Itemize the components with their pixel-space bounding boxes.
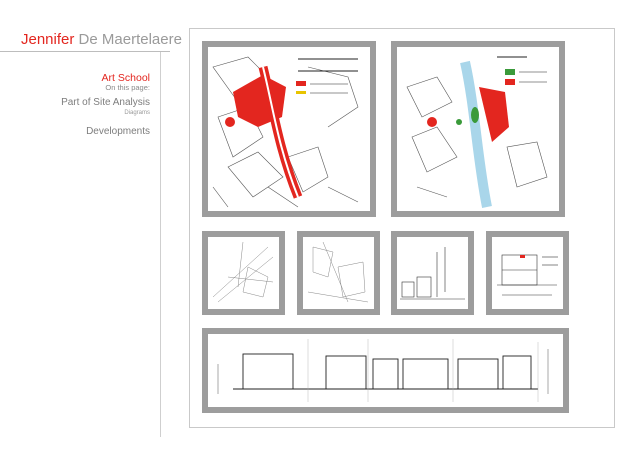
thumbnail-site-plan-red[interactable] <box>202 41 376 217</box>
long-section-sketch <box>208 334 563 407</box>
site-plan-sketch-2 <box>397 47 559 211</box>
sketch-lines-2 <box>303 237 374 309</box>
sidebar-divider <box>160 52 161 437</box>
header-divider <box>0 51 170 52</box>
sketch-lines-1 <box>208 237 279 309</box>
nav-current-page[interactable]: Art School <box>101 72 150 84</box>
nav-current-sub: On this page: <box>105 83 150 92</box>
title-first-name: Jennifer <box>21 31 75 48</box>
thumbnail-section-sketch[interactable] <box>391 231 474 315</box>
thumbnail-site-plan-green[interactable] <box>391 41 565 217</box>
site-plan-sketch <box>208 47 370 211</box>
nav-item-diagrams[interactable]: Diagrams <box>124 110 150 116</box>
section-sketch-1 <box>397 237 468 309</box>
nav-item-site-analysis[interactable]: Part of Site Analysis <box>61 97 150 108</box>
thumbnail-section-sketch-2[interactable] <box>486 231 569 315</box>
section-sketch-2 <box>492 237 563 309</box>
nav-item-developments[interactable]: Developments <box>86 126 150 137</box>
thumbnail-long-section[interactable] <box>202 328 569 413</box>
title-last-name: De Maertelaere <box>78 31 182 48</box>
thumbnail-sketch-2[interactable] <box>297 231 380 315</box>
thumbnail-sketch-1[interactable] <box>202 231 285 315</box>
site-title[interactable] <box>21 31 182 48</box>
